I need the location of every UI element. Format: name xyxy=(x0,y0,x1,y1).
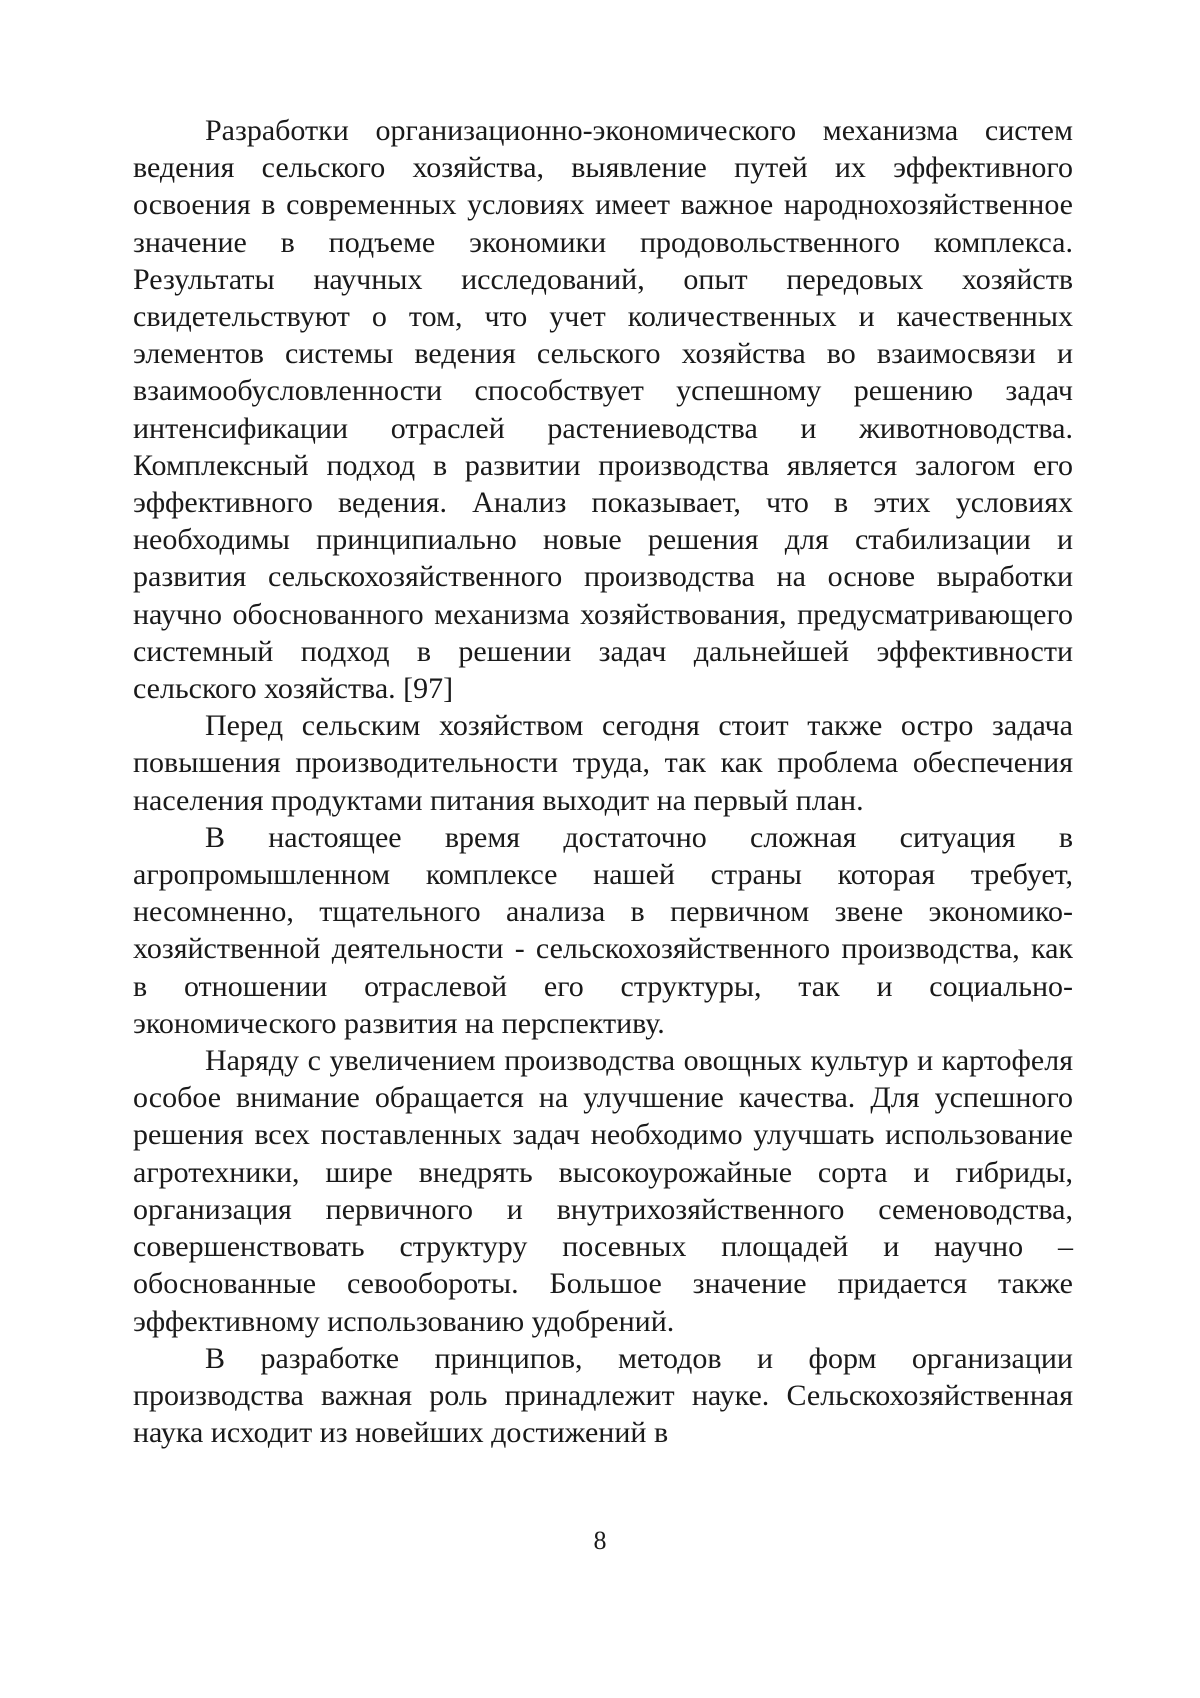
paragraph: Наряду с увеличением производства овощных культур и картофеля особое внимание обращается на улучшение качества. Для успешного решения всех поставленных задач необходимо улучшать использование агротехники, шире внедрять высокоурожайные сорта и гибриды, организация первичного и внутрихозяйственного семеноводства, совершенствовать структуру посевных площадей и научно – обоснованные севообороты. Большое значение придается также эффективному использованию удобрений. xyxy=(133,1044,1073,1338)
paragraph: Разработки организационно-экономического механизма систем ведения сельского хозяйства, выявление путей их эффективного освоения в современных условиях имеет важное народнохозяйственное значение в подъеме экономики продовольственного комплекса. Результаты научных исследований, опыт передовых хозяйств свидетельствуют о том, что учет количественных и качественных элементов системы ведения сельского хозяйства во взаимосвязи и взаимообусловленности способствует успешному решению задач интенсификации отраслей растениеводства и животноводства. Комплексный подход в развитии производства является залогом его эффективного ведения. Анализ показывает, что в этих условиях необходимы принципиально новые решения для стабилизации и развития сельскохозяйственного производства на основе выработки научно обоснованного механизма хозяйствования, предусматривающего системный подход в решении задач дальнейшей эффективности сельского хозяйства. [97] xyxy=(133,114,1073,706)
paragraph: Перед сельским хозяйством сегодня стоит также остро задача повышения производительности труда, так как проблема обеспечения населения продуктами питания выходит на первый план. xyxy=(133,709,1073,817)
body-text xyxy=(133,112,1073,1451)
page-number: 8 xyxy=(593,1526,607,1555)
paragraph: В разработке принципов, методов и форм организации производства важная роль принадлежит науке. Сельскохозяйственная наука исходит из новейших достижений в xyxy=(133,1341,1073,1450)
paragraph: В настоящее время достаточно сложная ситуация в агропромышленном комплексе нашей страны которая требует, несомненно, тщательного анализа в первичном звене экономико-хозяйственной деятельности - сельскохозяйственного производства, как в отношении отраслевой его структуры, так и социально- экономического развития на перспективу. xyxy=(133,820,1073,1040)
